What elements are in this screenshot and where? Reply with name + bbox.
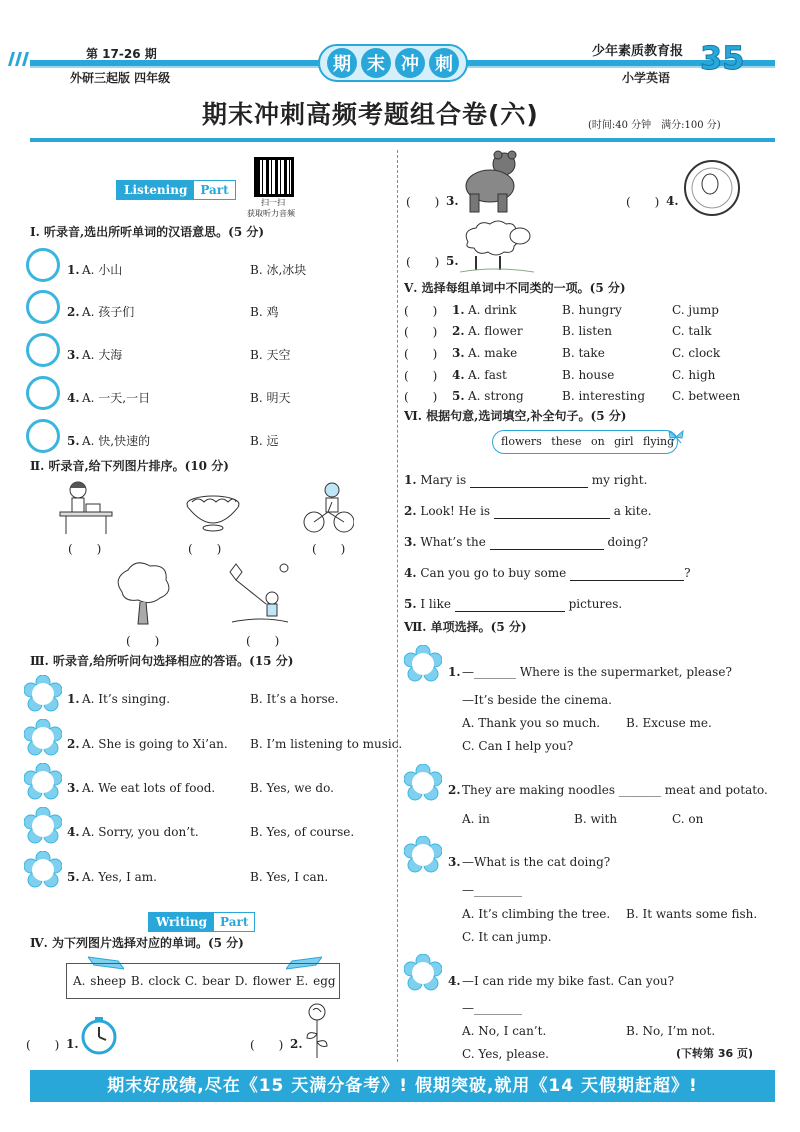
- banner-final-sprint: [318, 44, 468, 82]
- option-b: B. Yes, we do.: [250, 781, 334, 795]
- q-number: 5.: [446, 254, 459, 268]
- answer-blank[interactable]: ( ): [404, 347, 438, 361]
- option-a: A. Thank you so much.: [462, 716, 601, 730]
- option-b: B. Yes, of course.: [250, 825, 355, 839]
- q-number: 5.: [404, 597, 417, 611]
- part-label: Part: [220, 915, 249, 929]
- answer-flower-icon[interactable]: [24, 675, 62, 713]
- noodles-bowl-picture: [184, 492, 242, 532]
- option-a: A. 小山: [82, 263, 123, 277]
- banner-char: 冲: [395, 48, 425, 78]
- answer-blank[interactable]: ( ): [250, 1038, 284, 1052]
- q-number: 4.: [67, 825, 80, 839]
- option-b: B. take: [562, 346, 605, 360]
- answer-blank[interactable]: ( ): [404, 369, 438, 383]
- q-number: 3.: [67, 348, 80, 362]
- word-options-box: A. sheep B. clock C. bear D. flower E. egg: [66, 963, 340, 999]
- section-3-heading: Ⅲ. 听录音,给所听问句选择相应的答语。(15 分): [30, 654, 294, 668]
- question-reply: —________: [462, 883, 522, 897]
- option-b: B. No, I’m not.: [626, 1024, 716, 1038]
- answer-circle[interactable]: [26, 333, 60, 367]
- option-c: C. Yes, please.: [462, 1047, 549, 1061]
- exam-meta: (时间:40 分钟 满分:100 分): [588, 120, 721, 131]
- sentence-pre: Mary is: [420, 473, 467, 487]
- order-blank[interactable]: ( ): [312, 542, 346, 556]
- q-number: 3.: [448, 855, 461, 869]
- option-b: B. hungry: [562, 303, 622, 317]
- writing-part-tag: [148, 912, 255, 932]
- answer-blank[interactable]: ( ): [626, 195, 660, 209]
- answer-blank[interactable]: ( ): [404, 325, 438, 339]
- option-c: C. clock: [672, 346, 721, 360]
- issue-label: 第 17-26 期: [86, 47, 157, 61]
- option-a: A. fast: [468, 368, 507, 382]
- banner-char: 期: [327, 48, 357, 78]
- option-c: C. talk: [672, 324, 712, 338]
- order-blank[interactable]: ( ): [126, 634, 160, 648]
- column-divider: [397, 150, 398, 1062]
- section-4-heading: Ⅳ. 为下列图片选择对应的单词。(5 分): [30, 936, 244, 950]
- title-underline: [30, 138, 775, 142]
- q-number: 3.: [404, 535, 417, 549]
- answer-blank[interactable]: ( ): [26, 1038, 60, 1052]
- flower-picture: [304, 1002, 330, 1060]
- option-a: A. 大海: [82, 348, 123, 362]
- q-number: 1.: [448, 665, 461, 679]
- word-bank: flowers these on girl flying: [492, 430, 678, 454]
- answer-flower-icon[interactable]: [24, 807, 62, 845]
- option-c: C. It can jump.: [462, 930, 552, 944]
- sentence-post: pictures.: [568, 597, 623, 611]
- q-number: 3.: [452, 346, 465, 360]
- option-c: C. high: [672, 368, 716, 382]
- blank-line[interactable]: [570, 569, 684, 581]
- part-label: Part: [200, 183, 229, 197]
- q-number: 5.: [452, 389, 465, 403]
- option-a: A. 快,快速的: [82, 434, 151, 448]
- q-number: 1.: [404, 473, 417, 487]
- q-number: 2.: [67, 737, 80, 751]
- bear-picture: [460, 150, 526, 214]
- clock-picture: [80, 1016, 118, 1056]
- blank-line[interactable]: [494, 507, 610, 519]
- blank-line[interactable]: [470, 476, 588, 488]
- question-stem: —_______ Where is the supermarket, please?: [462, 665, 732, 679]
- sentence-pre: Look! He is: [420, 504, 491, 518]
- sentence-pre: Can you go to buy some: [420, 566, 567, 580]
- question-reply: —________: [462, 1001, 522, 1015]
- boy-on-bike-picture: [302, 480, 354, 536]
- listening-part-tag: [116, 180, 236, 200]
- option-c: C. Can I help you?: [462, 739, 574, 753]
- option-a: A. drink: [468, 303, 517, 317]
- question-stem: They are making noodles _______ meat and potato.: [462, 783, 768, 797]
- q-number: 2.: [448, 783, 461, 797]
- option-a: A. strong: [468, 389, 524, 403]
- answer-flower-icon[interactable]: [24, 763, 62, 801]
- answer-blank[interactable]: ( ): [406, 195, 440, 209]
- fill-sentence: [404, 596, 622, 612]
- q-number: 5.: [67, 434, 80, 448]
- sentence-pre: I like: [420, 597, 451, 611]
- option-a: A. make: [468, 346, 518, 360]
- answer-blank[interactable]: ( ): [406, 255, 440, 269]
- section-7-heading: Ⅶ. 单项选择。(5 分): [404, 620, 527, 634]
- sheep-picture: [460, 218, 534, 274]
- girl-flying-kite-picture: [222, 560, 292, 626]
- option-b: B. house: [562, 368, 615, 382]
- q-number: 5.: [67, 870, 80, 884]
- blank-line[interactable]: [455, 600, 565, 612]
- option-a: A. in: [462, 812, 490, 826]
- option-c: C. on: [672, 812, 704, 826]
- section-2-heading: Ⅱ. 听录音,给下列图片排序。(10 分): [30, 459, 229, 473]
- egg-plate-picture: [682, 158, 742, 218]
- answer-flower-icon[interactable]: [24, 719, 62, 757]
- option-b: B. 鸡: [250, 305, 279, 319]
- fill-sentence: [404, 534, 648, 550]
- header-stripes: [8, 52, 30, 66]
- option-b: B. 天空: [250, 348, 291, 362]
- fill-sentence: [404, 472, 647, 488]
- butterfly-icon: [668, 430, 684, 444]
- q-number: 4.: [452, 368, 465, 382]
- subject-label: 小学英语: [622, 71, 671, 85]
- answer-circle[interactable]: [26, 248, 60, 282]
- q-number: 3.: [446, 194, 459, 208]
- answer-blank[interactable]: ( ): [404, 304, 438, 318]
- option-b: B. 远: [250, 434, 279, 448]
- qr-caption-2: 获取听力音频: [247, 209, 295, 218]
- writing-label: Writing: [149, 913, 214, 931]
- answer-flower-icon[interactable]: [404, 764, 442, 802]
- q-number: 1.: [67, 692, 80, 706]
- q-number: 4.: [448, 974, 461, 988]
- q-number: 4.: [666, 194, 679, 208]
- q-number: 2.: [404, 504, 417, 518]
- option-c: C. jump: [672, 303, 719, 317]
- section-1-heading: Ⅰ. 听录音,选出所听单词的汉语意思。(5 分): [30, 225, 265, 239]
- option-a: A. Sorry, you don’t.: [82, 825, 199, 839]
- q-number: 2.: [290, 1037, 303, 1051]
- option-b: B. 明天: [250, 391, 291, 405]
- question-stem: —What is the cat doing?: [462, 855, 611, 869]
- option-b: B. 冰,冰块: [250, 263, 307, 277]
- edition-label: 外研三起版 四年级: [70, 71, 171, 85]
- banner-char: 末: [361, 48, 391, 78]
- blank-line[interactable]: [490, 538, 604, 550]
- order-blank[interactable]: ( ): [68, 542, 102, 556]
- listening-label: Listening: [117, 181, 194, 199]
- q-number: 2.: [452, 324, 465, 338]
- option-c: C. between: [672, 389, 741, 403]
- answer-circle[interactable]: [26, 290, 60, 324]
- girl-reading-picture: [58, 478, 114, 536]
- q-number: 3.: [67, 781, 80, 795]
- option-a: A. No, I can’t.: [462, 1024, 547, 1038]
- option-a: A. 一天,一日: [82, 391, 151, 405]
- sentence-post: a kite.: [613, 504, 652, 518]
- fill-sentence: [404, 565, 691, 581]
- qr-caption-1: 扫一扫: [261, 198, 285, 207]
- option-b: B. Yes, I can.: [250, 870, 329, 884]
- option-a: A. She is going to Xi’an.: [82, 737, 228, 751]
- footer-banner: 期末好成绩,尽在《15 天满分备考》! 假期突破,就用《14 天假期赶超》!: [30, 1070, 775, 1102]
- option-a: A. We eat lots of food.: [82, 781, 216, 795]
- option-b: B. It wants some fish.: [626, 907, 758, 921]
- answer-flower-icon[interactable]: [24, 851, 62, 889]
- qr-code[interactable]: [254, 157, 294, 197]
- option-b: B. Excuse me.: [626, 716, 712, 730]
- tree-picture: [112, 562, 174, 628]
- sentence-post: doing?: [607, 535, 649, 549]
- sentence-post: ?: [684, 566, 691, 580]
- q-number: 1.: [67, 263, 80, 277]
- q-number: 4.: [404, 566, 417, 580]
- question-stem: —I can ride my bike fast. Can you?: [462, 974, 675, 988]
- page-number: 35: [700, 39, 745, 77]
- option-b: B. I’m listening to music.: [250, 737, 403, 751]
- sentence-post: my right.: [591, 473, 648, 487]
- sentence-pre: What’s the: [420, 535, 486, 549]
- option-a: A. flower: [468, 324, 523, 338]
- answer-flower-icon[interactable]: [404, 836, 442, 874]
- newspaper-name: 少年素质教育报: [592, 44, 684, 59]
- section-6-heading: Ⅵ. 根据句意,选词填空,补全句子。(5 分): [404, 409, 627, 423]
- answer-blank[interactable]: ( ): [404, 390, 438, 404]
- option-b: B. with: [574, 812, 618, 826]
- answer-circle[interactable]: [26, 419, 60, 453]
- page-title: 期末冲刺高频考题组合卷(六): [202, 100, 539, 129]
- q-number: 1.: [452, 303, 465, 317]
- q-number: 4.: [67, 391, 80, 405]
- fill-sentence: [404, 503, 652, 519]
- continue-note: (下转第 36 页): [676, 1047, 754, 1060]
- q-number: 2.: [67, 305, 80, 319]
- section-5-heading: Ⅴ. 选择每组单词中不同类的一项。(5 分): [404, 281, 626, 295]
- question-reply: —It’s beside the cinema.: [462, 693, 612, 707]
- option-b: B. It’s a horse.: [250, 692, 339, 706]
- answer-circle[interactable]: [26, 376, 60, 410]
- order-blank[interactable]: ( ): [188, 542, 222, 556]
- option-b: B. listen: [562, 324, 612, 338]
- option-a: A. 孩子们: [82, 305, 135, 319]
- option-a: A. Yes, I am.: [82, 870, 157, 884]
- order-blank[interactable]: ( ): [246, 634, 280, 648]
- option-a: A. It’s climbing the tree.: [462, 907, 611, 921]
- option-a: A. It’s singing.: [82, 692, 171, 706]
- option-b: B. interesting: [562, 389, 646, 403]
- answer-flower-icon[interactable]: [404, 645, 442, 683]
- banner-char: 刺: [429, 48, 459, 78]
- q-number: 1.: [66, 1037, 79, 1051]
- answer-flower-icon[interactable]: [404, 954, 442, 992]
